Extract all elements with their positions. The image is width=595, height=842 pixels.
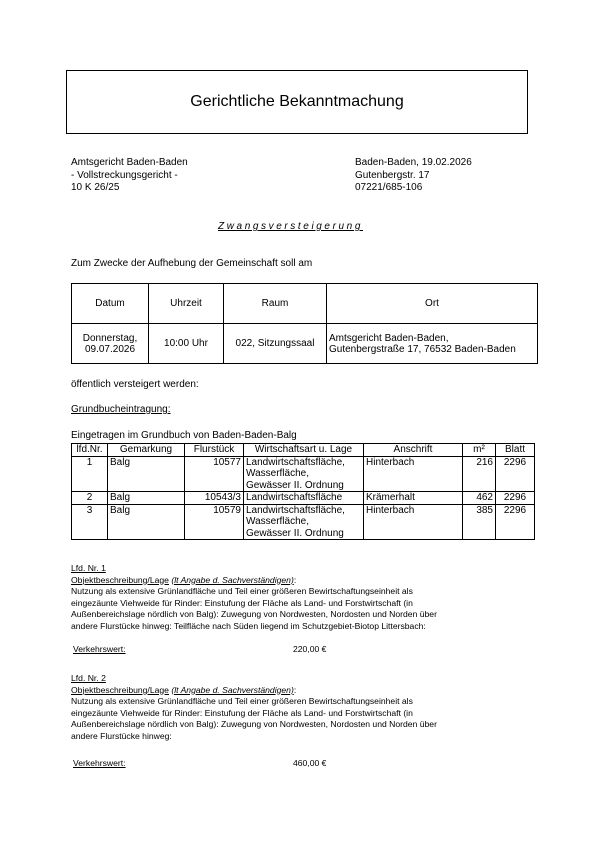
cell-anschrift: Hinterbach (364, 504, 463, 540)
cell-m2: 462 (463, 492, 496, 505)
case-number: 10 K 26/25 (71, 182, 120, 193)
wirtschaftsart-line: Landwirtschaftsfläche, (246, 504, 345, 516)
header-datum: Datum (72, 284, 149, 324)
grundbuch-table (71, 443, 535, 540)
description-line: Nutzung als extensive Grünlandfläche und Teil einer größeren Bewirtschaftungseinheit als (71, 586, 413, 597)
description-line: Nutzung als extensive Grünlandfläche und Teil einer größeren Bewirtschaftungseinheit als (71, 696, 413, 707)
verkehrswert-label: Verkehrswert: (73, 758, 126, 768)
termin-header-row (72, 284, 538, 324)
wirtschaftsart-line: Wasserfläche, (246, 468, 309, 479)
header-nr: lfd.Nr. (72, 444, 108, 457)
grundbuch-intro: Eingetragen im Grundbuch von Baden-Baden-Balg (71, 430, 297, 441)
description-line: andere Flurstücke hinweg: (71, 730, 172, 741)
court-name: Amtsgericht Baden-Baden (71, 157, 188, 168)
header-ort: Ort (327, 284, 538, 324)
item-label: Lfd. Nr. 1 (71, 563, 106, 573)
verkehrswert-value: 220,00 € (293, 644, 327, 654)
termin-raum: 022, Sitzungssaal (224, 324, 327, 364)
item-object-heading (71, 575, 531, 587)
description-line: eingezäunte Viehweide für Rinder: Einstufung der Fläche als Land- und Forstwirtschaft (in (71, 707, 413, 718)
cell-anschrift: Krämerhalt (364, 492, 463, 505)
cell-flurstueck: 10579 (185, 504, 244, 540)
object-note: (lt Angabe d. Sachverständigen) (171, 574, 294, 585)
verkehrswert-label: Verkehrswert: (73, 644, 126, 654)
wirtschaftsart-line: Landwirtschaftsfläche, (246, 456, 345, 468)
verkehrswert-value: 460,00 € (293, 758, 327, 768)
court-street: Gutenbergstr. 17 (355, 169, 430, 181)
wirtschaftsart-line: Wasserfläche, (246, 516, 309, 527)
cell-wirtschaftsart: Landwirtschaftsfläche (244, 492, 364, 505)
cell-m2: 385 (463, 504, 496, 540)
versteigert-text: öffentlich versteigert werden: (71, 379, 199, 390)
cell-blatt: 2296 (496, 456, 535, 492)
grundbuch-heading: Grundbucheintragung: (71, 404, 171, 415)
object-suffix: : (293, 684, 297, 695)
header-anschrift: Anschrift (364, 444, 463, 457)
cell-gemarkung: Balg (108, 492, 185, 505)
description-line: eingezäunte Viehweide für Rinder: Einstufung der Fläche als Land- und Forstwirtschaft (in (71, 597, 413, 608)
table-row (72, 492, 535, 505)
place-date: Baden-Baden, 19.02.2026 (355, 157, 472, 168)
cell-wirtschaftsart (244, 456, 364, 492)
cell-nr: 2 (72, 492, 108, 505)
intro-text: Zum Zwecke der Aufhebung der Gemeinschaft soll am (71, 258, 313, 269)
termin-datum (72, 324, 149, 364)
header-blatt: Blatt (496, 444, 535, 457)
wirtschaftsart-line: Gewässer II. Ordnung (246, 527, 344, 539)
header-gemarkung: Gemarkung (108, 444, 185, 457)
termin-date: 09.07.2026 (84, 343, 136, 355)
document-title: Gerichtliche Bekanntmachung (190, 93, 404, 110)
termin-row (72, 324, 538, 364)
cell-anschrift: Hinterbach (364, 456, 463, 492)
object-label: Objektbeschreibung/Lage (71, 574, 169, 585)
cell-gemarkung: Balg (108, 456, 185, 492)
description-line: andere Flurstücke hinweg: Teilfläche nach Süden liegend im Schutzgebiet-Biotop Littersbach: (71, 620, 426, 631)
cell-nr: 3 (72, 504, 108, 540)
description-line: Außenbereichslage nördlich von Balg): Zuwegung von Nordwesten, Nordosten und Norden über (71, 719, 437, 730)
item-2 (71, 673, 531, 743)
cell-wirtschaftsart (244, 504, 364, 540)
header-raum: Raum (224, 284, 327, 324)
item-1 (71, 563, 531, 633)
grundbuch-header-row (72, 444, 535, 457)
header-m2: m² (463, 444, 496, 457)
wirtschaftsart-line: Gewässer II. Ordnung (246, 479, 344, 491)
cell-flurstueck: 10577 (185, 456, 244, 492)
table-row (72, 504, 535, 540)
cell-nr: 1 (72, 456, 108, 492)
cell-flurstueck: 10543/3 (185, 492, 244, 505)
section-heading: Zwangsversteigerung (218, 221, 364, 232)
description-line: Außenbereichslage nördlich von Balg): Zuwegung von Nordwesten, Nordosten und Norden über (71, 609, 437, 620)
termin-ort-line2: Gutenbergstraße 17, 76532 Baden-Baden (329, 343, 516, 355)
termin-ort-line1: Amtsgericht Baden-Baden, (329, 332, 449, 344)
object-note: (lt Angabe d. Sachverständigen) (171, 684, 294, 695)
termin-table (71, 283, 538, 364)
cell-blatt: 2296 (496, 504, 535, 540)
object-label: Objektbeschreibung/Lage (71, 684, 169, 695)
item-object-heading (71, 685, 531, 697)
court-block (71, 157, 188, 195)
court-phone: 07221/685-106 (355, 182, 423, 193)
cell-blatt: 2296 (496, 492, 535, 505)
object-suffix: : (293, 574, 297, 585)
header-wirtschaftsart: Wirtschaftsart u. Lage (244, 444, 364, 457)
termin-ort (327, 324, 538, 364)
termin-weekday: Donnerstag, (82, 332, 138, 344)
termin-uhrzeit: 10:00 Uhr (149, 324, 224, 364)
place-date-block (355, 157, 472, 195)
title-box (66, 70, 528, 134)
table-row (72, 456, 535, 492)
cell-m2: 216 (463, 456, 496, 492)
cell-gemarkung: Balg (108, 504, 185, 540)
header-flurstueck: Flurstück (185, 444, 244, 457)
court-department: - Vollstreckungsgericht - (71, 169, 178, 181)
header-uhrzeit: Uhrzeit (149, 284, 224, 324)
item-label: Lfd. Nr. 2 (71, 673, 106, 683)
